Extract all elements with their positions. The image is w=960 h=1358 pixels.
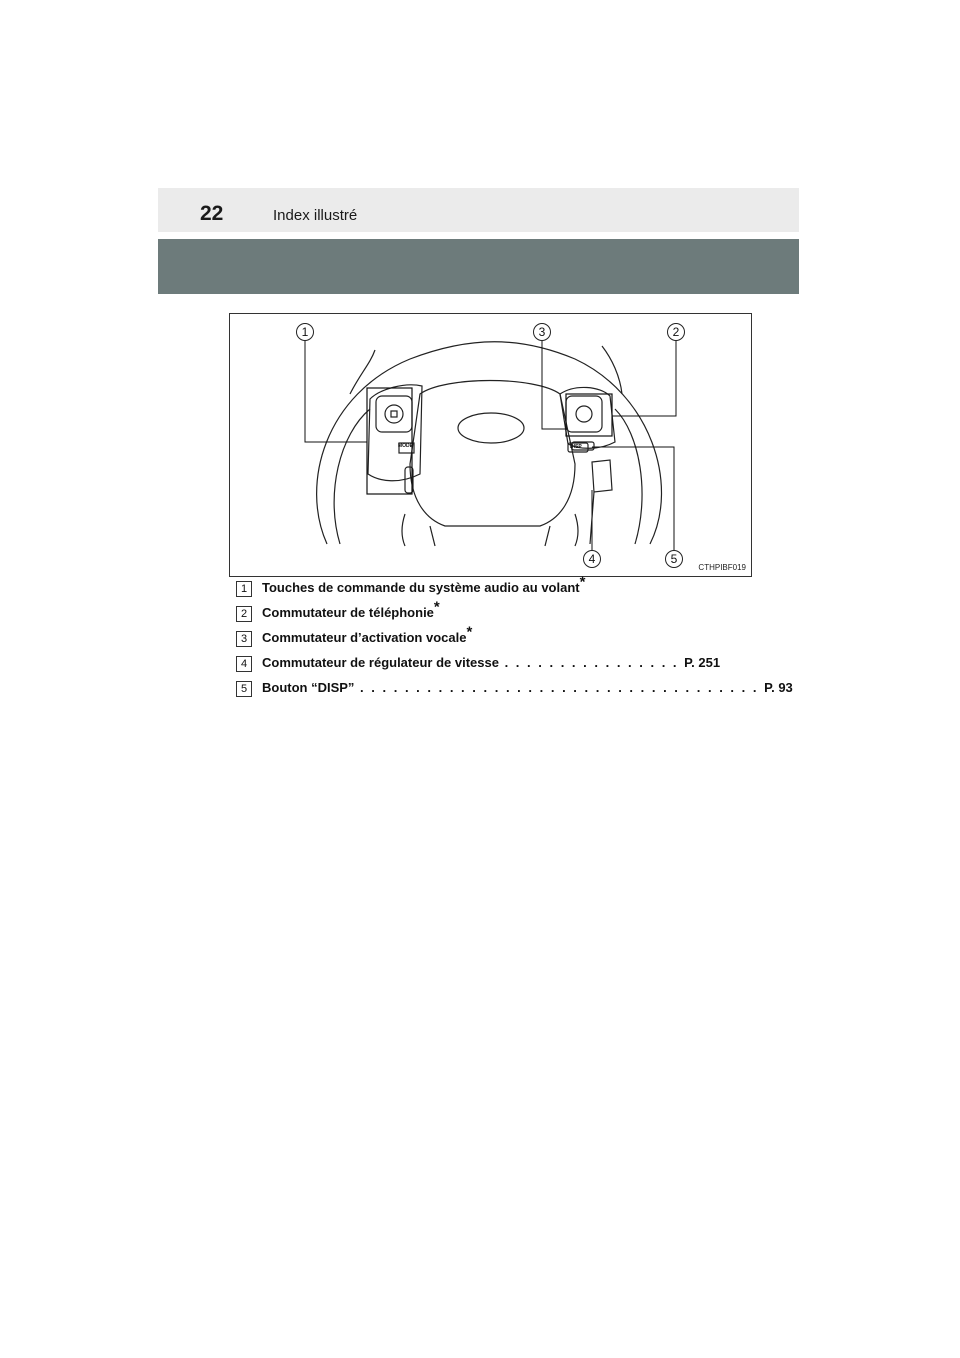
- legend-text: Commutateur de téléphonie*: [262, 598, 440, 620]
- callout-1: 1: [296, 323, 314, 341]
- callout-3: 3: [533, 323, 551, 341]
- legend-number: 4: [236, 656, 252, 672]
- legend-item: [236, 623, 736, 650]
- mode-button-label: MODE: [398, 443, 413, 449]
- title-band: [158, 239, 799, 294]
- page-reference-link[interactable]: P. 93: [764, 680, 793, 695]
- legend-text: Commutateur de régulateur de vitesse . . . . . . . . . . . . . . . . P. 251: [262, 655, 721, 670]
- legend-number: 5: [236, 681, 252, 697]
- page-number: 22: [200, 202, 224, 225]
- legend-text: Commutateur d’activation vocale*: [262, 623, 473, 645]
- legend-item: [236, 573, 736, 600]
- legend-item: [236, 598, 736, 625]
- asterisk-mark: *: [579, 573, 586, 591]
- asterisk-mark: *: [433, 598, 440, 616]
- legend-number: 3: [236, 631, 252, 647]
- callout-5: 5: [665, 550, 683, 568]
- dot-leader: . . . . . . . . . . . . . . . .: [498, 655, 685, 670]
- legend-item: [236, 676, 793, 700]
- figure-code: CTHPIBF019: [698, 563, 746, 572]
- legend: [236, 573, 793, 701]
- header-bar: [158, 188, 799, 232]
- legend-item: [236, 651, 736, 675]
- callout-4: 4: [583, 550, 601, 568]
- disp-button-label: DISP: [570, 444, 582, 450]
- section-title: Index illustré: [273, 207, 358, 224]
- steering-wheel-illustration: [230, 314, 751, 576]
- legend-number: 2: [236, 606, 252, 622]
- legend-number: 1: [236, 581, 252, 597]
- callout-2: 2: [667, 323, 685, 341]
- legend-text: Touches de commande du système audio au volant*: [262, 573, 586, 595]
- legend-text: Bouton “DISP” . . . . . . . . . . . . . . . . . . . . . . . . . . . . . . . . . . . . P. 93: [262, 680, 793, 695]
- page-reference-link[interactable]: P. 251: [684, 655, 721, 670]
- steering-wheel-figure: [229, 313, 752, 577]
- asterisk-mark: *: [466, 623, 473, 641]
- dot-leader: . . . . . . . . . . . . . . . . . . . . . . . . . . . . . . . . . . . .: [354, 680, 765, 695]
